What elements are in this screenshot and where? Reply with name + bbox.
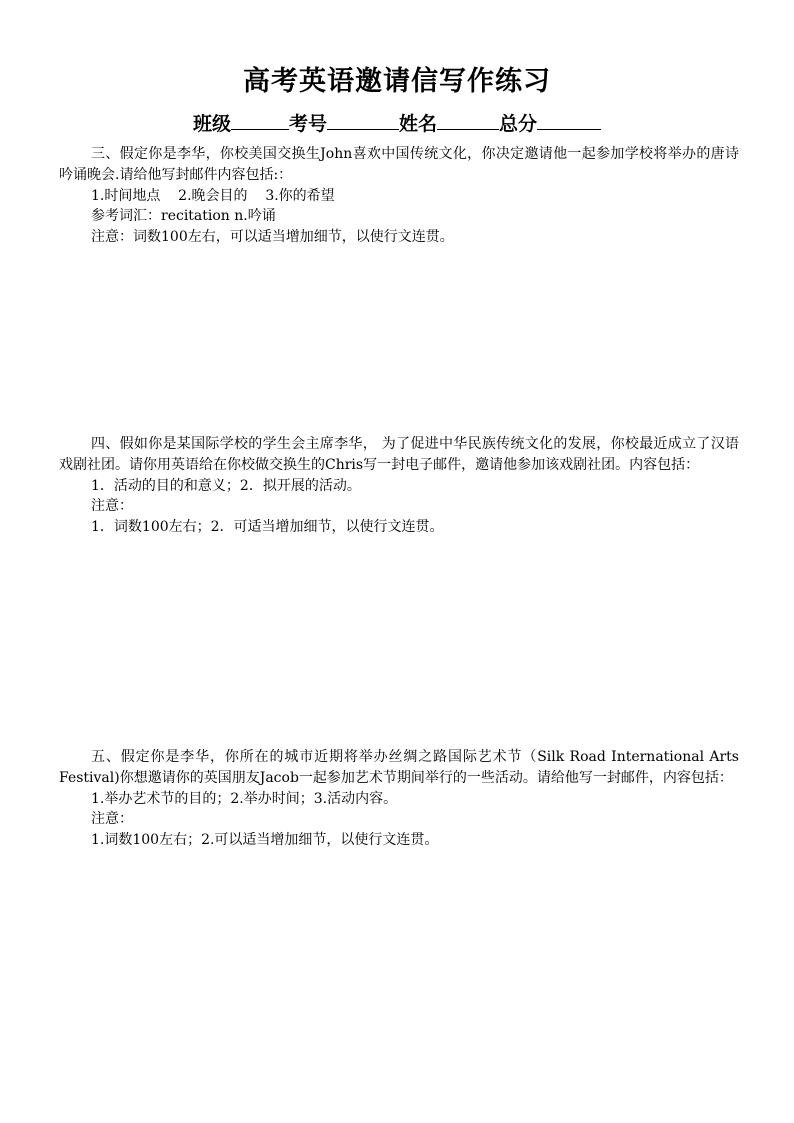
question-4-prompt: 四、假如你是某国际学校的学生会主席李华， 为了促进中华民族传统文化的发展，你校最近成立了汉语戏剧社团。请你用英语给在你校做交换生的Chris写一封电子邮件，邀请他参加该戏剧社团。内容包括： (59, 436, 739, 473)
question-5-note: 1.词数100左右；2.可以适当增加细节，以使行文连贯。 (91, 832, 439, 849)
question-3-note: 注意：词数100左右，可以适当增加细节，以使行文连贯。 (91, 229, 454, 246)
question-4-note-label: 注意： (91, 498, 133, 515)
question-5 (59, 747, 739, 851)
question-3-prompt: 三、假定你是李华，你校美国交换生John喜欢中国传统文化，你决定邀请他一起参加学校将举办的唐诗吟诵晚会.请给他写封邮件内容包括:： (59, 146, 739, 183)
question-3 (59, 144, 739, 248)
number-label: 考号 (288, 113, 327, 135)
question-4-note: 1．词数100左右；2．可适当增加细节，以使行文连贯。 (91, 519, 444, 536)
score-blank[interactable] (537, 110, 601, 130)
page-title: 高考英语邀请信写作练习 (243, 66, 551, 97)
class-blank[interactable] (231, 110, 289, 130)
question-4 (59, 434, 739, 538)
question-3-vocab: 参考词汇：recitation n.吟诵 (91, 208, 276, 225)
number-blank[interactable] (327, 110, 399, 130)
score-label: 总分 (499, 113, 538, 135)
question-5-points: 1.举办艺术节的目的；2.举办时间；3.活动内容。 (91, 790, 398, 807)
question-5-prompt: 五、假定你是李华，你所在的城市近期将举办丝绸之路国际艺术节（Silk Road International Arts Festival)你想邀请你的英国朋友Jacob一起参加艺术节期间举行的一些活动。请给他写一封邮件，内容包括： (59, 749, 739, 786)
name-label: 姓名 (399, 113, 438, 135)
class-label: 班级 (192, 113, 231, 135)
student-info-line (0, 110, 794, 138)
name-blank[interactable] (437, 110, 499, 130)
question-4-points: 1．活动的目的和意义；2．拟开展的活动。 (91, 477, 361, 494)
question-3-points: 1.时间地点 2.晚会目的 3.你的希望 (91, 187, 335, 204)
question-5-note-label: 注意： (91, 811, 133, 828)
